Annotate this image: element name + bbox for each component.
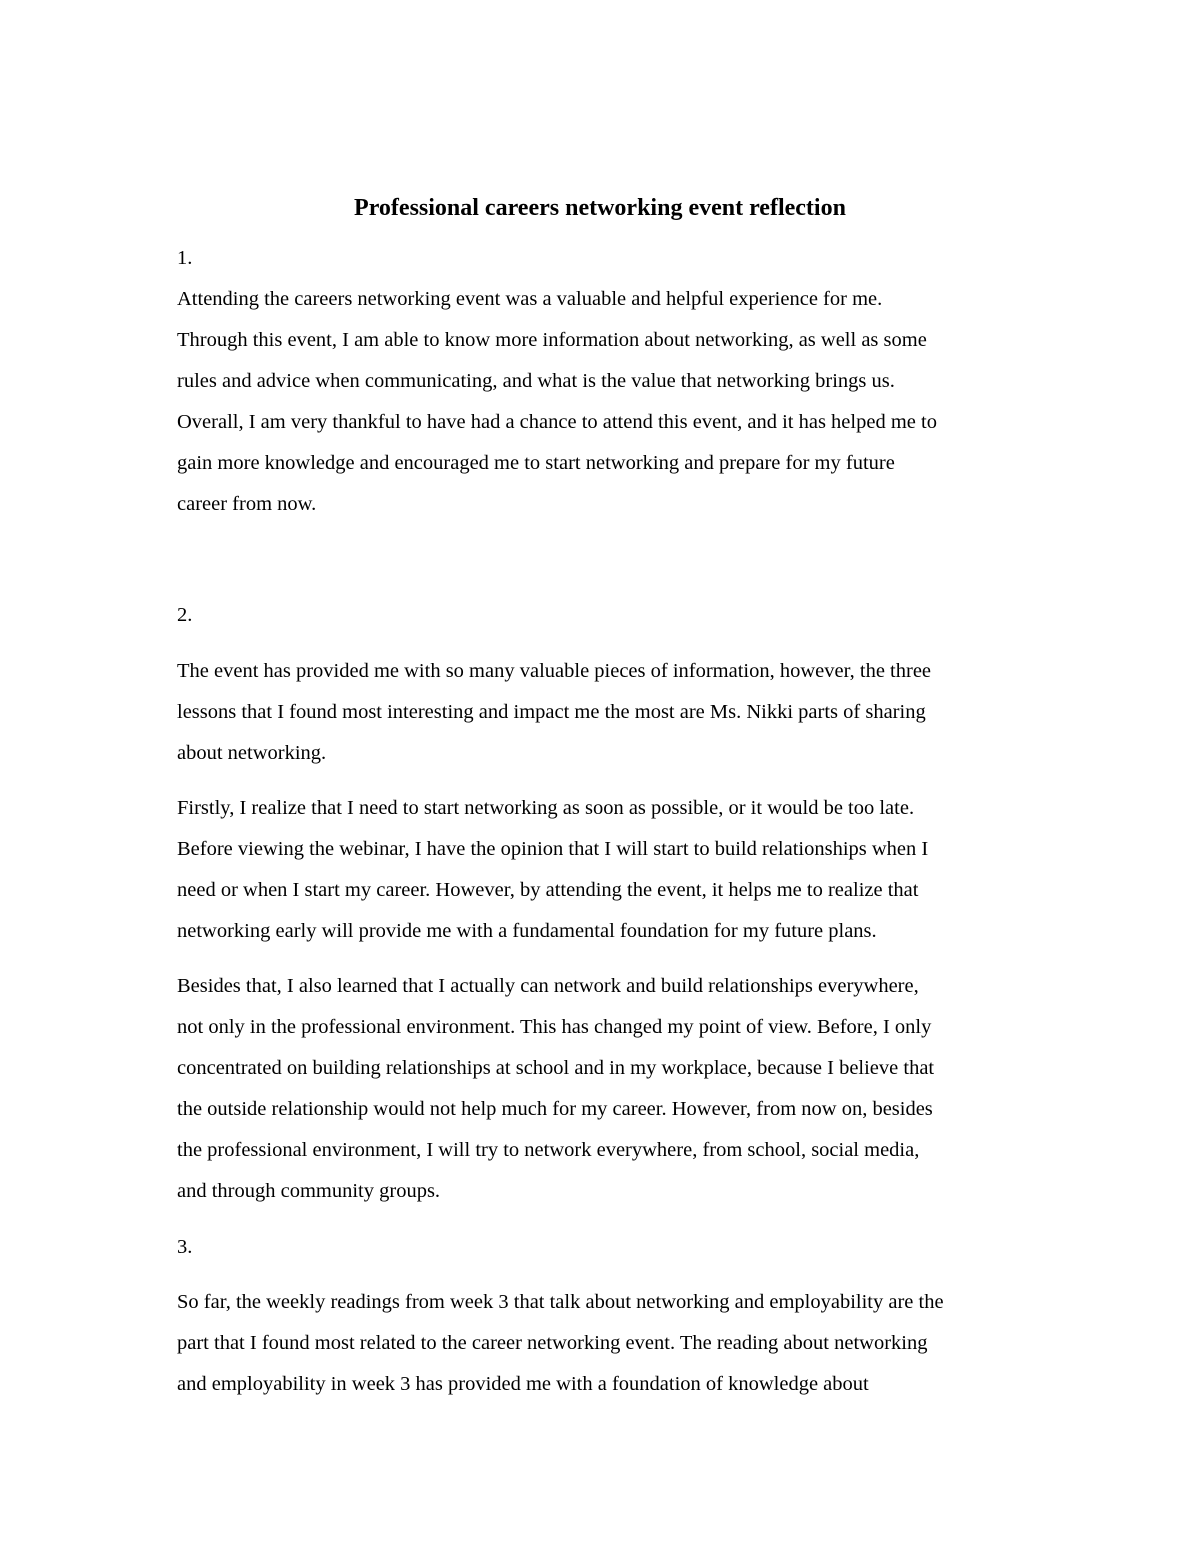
paragraph-line: concentrated on building relationships at school and in my workplace, because I believe that xyxy=(177,1057,935,1079)
paragraph-line: networking early will provide me with a fundamental foundation for my future plans. xyxy=(177,920,877,942)
paragraph-line: Before viewing the webinar, I have the opinion that I will start to build relationships when I xyxy=(177,838,929,860)
paragraph-line: need or when I start my career. However, by attending the event, it helps me to realize that xyxy=(177,879,919,901)
paragraph-line: lessons that I found most interesting and impact me the most are Ms. Nikki parts of sharing xyxy=(177,701,926,723)
section-3-number xyxy=(177,1227,1077,1268)
paragraph-line: Attending the careers networking event was a valuable and helpful experience for me. xyxy=(177,288,883,310)
paragraph-line: about networking. xyxy=(177,742,327,764)
paragraph-line: The event has provided me with so many valuable pieces of information, however, the three xyxy=(177,660,932,682)
paragraph-line: gain more knowledge and encouraged me to start networking and prepare for my future xyxy=(177,452,895,474)
paragraph-line: rules and advice when communicating, and what is the value that networking brings us. xyxy=(177,370,895,392)
paragraph-line: and employability in week 3 has provided me with a foundation of knowledge about xyxy=(177,1373,869,1395)
paragraph-line: part that I found most related to the career networking event. The reading about networking xyxy=(177,1332,928,1354)
paragraph-line: and through community groups. xyxy=(177,1180,441,1202)
paragraph-line: career from now. xyxy=(177,493,317,515)
section-1-number xyxy=(177,238,1077,279)
document-title: Professional careers networking event reflection xyxy=(354,195,846,221)
section-2-besides-paragraph xyxy=(177,966,1077,1212)
paragraph-line: So far, the weekly readings from week 3 that talk about networking and employability are the xyxy=(177,1291,944,1313)
paragraph-line: the outside relationship would not help much for my career. However, from now on, besides xyxy=(177,1098,933,1120)
paragraph-line: not only in the professional environment. This has changed my point of view. Before, I only xyxy=(177,1016,932,1038)
paragraph-line: Besides that, I also learned that I actually can network and build relationships everywhere, xyxy=(177,975,919,997)
section-3-paragraph xyxy=(177,1282,1077,1405)
section-number: 1. xyxy=(177,247,193,269)
section-2-intro-paragraph xyxy=(177,651,1077,774)
section-1-paragraph xyxy=(177,279,1077,525)
section-number: 3. xyxy=(177,1236,193,1258)
paragraph-line: Overall, I am very thankful to have had a chance to attend this event, and it has helped me to xyxy=(177,411,937,433)
paragraph-line: the professional environment, I will try to network everywhere, from school, social media, xyxy=(177,1139,920,1161)
section-2-firstly-paragraph xyxy=(177,788,1077,952)
paragraph-line: Through this event, I am able to know more information about networking, as well as some xyxy=(177,329,927,351)
section-number: 2. xyxy=(177,604,193,626)
section-2-number xyxy=(177,595,1077,636)
paragraph-line: Firstly, I realize that I need to start networking as soon as possible, or it would be too late. xyxy=(177,797,915,819)
